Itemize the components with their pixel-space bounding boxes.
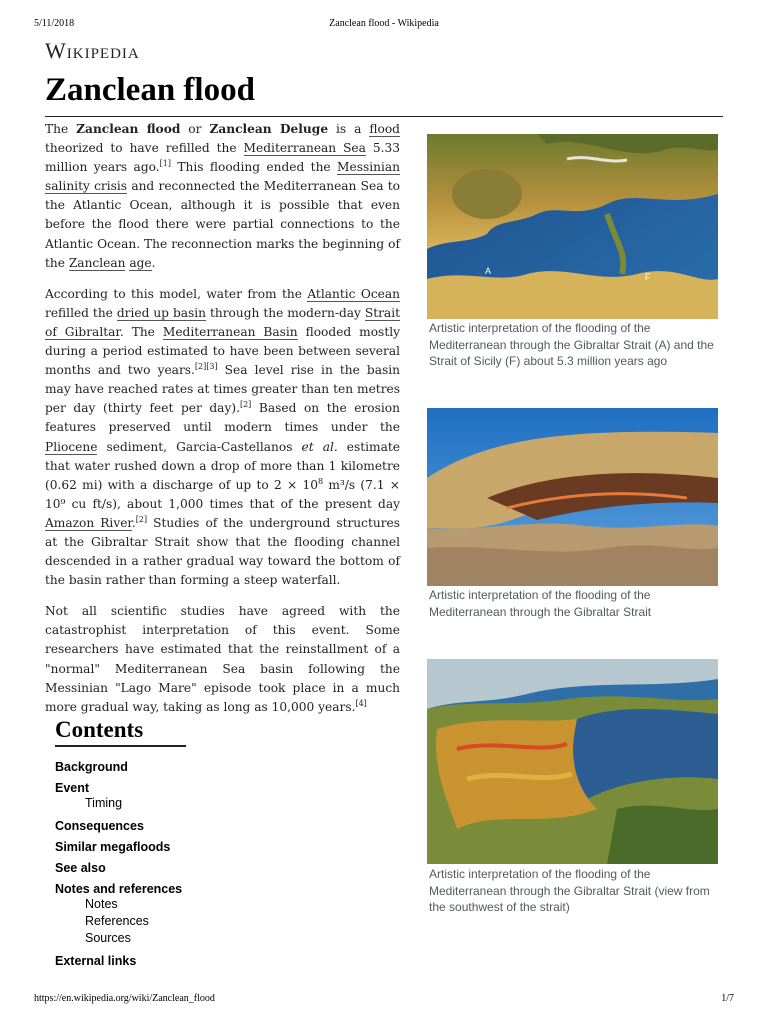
figure-strait-flood-view[interactable] [427,408,718,586]
citation-2[interactable]: [2] [239,400,252,410]
article-body [45,120,400,729]
page-title: Zanclean flood [45,72,255,108]
link-age[interactable]: age [129,255,152,270]
citation-4[interactable]: [4] [355,698,367,708]
model-paragraph: According to this model, water from the Atlantic Ocean refilled the dried up basin through the modern-day Strait of Gibraltar. The Mediterranean Basin flooded mostly during a period estimated to have been between several months and two years.[2][3] Sea level rise in the basin may have reached rates at times greater than ten metres per day (thirty feet per day).[2] Based on the erosion features preserved until modern times under the Pliocene sediment, Garcia-Castellanos et al. estimate that water rushed down a drop of more than 1 kilometre (0.62 mi) with a discharge of up to $2 \times 10^8$ m³/s (7.1 × 10⁹ cu ft/s), about 1,000 times that of the present day Amazon River.[2] Studies of the underground structures at the Gibraltar Strait show that the flooding channel descended in a rather gradual way toward the bottom of the basin rather than forming a steep waterfall. [45,286,401,588]
citation-1[interactable]: [1] [159,159,171,169]
toc-item-sources[interactable]: Sources [85,931,131,945]
citation-2[interactable]: [2] [194,362,207,372]
link-pliocene[interactable]: Pliocene [45,439,98,454]
link-messinian-salinity-crisis[interactable]: Messinian salinity crisis [45,160,400,194]
link-dried-up-basin[interactable]: dried up basin [116,305,207,320]
toc-item-external-links[interactable]: External links [55,954,137,968]
marker-f: F [645,272,651,282]
figure-map-mediterranean[interactable] [427,134,718,319]
figure-southwest-view[interactable] [427,659,718,864]
citation-3[interactable]: [3] [206,362,218,372]
toc-item-event[interactable]: Event [55,781,90,795]
toc-item-timing[interactable]: Timing [85,796,123,810]
figure-caption: Artistic interpretation of the flooding of the Mediterranean through the Gibraltar Strait (A) and the Strait of Sicily (F) about 5.3 million years ago [429,321,714,368]
toc-item-references[interactable]: References [85,914,149,928]
toc-item-see-also[interactable]: See also [55,861,106,875]
link-mediterranean-basin[interactable]: Mediterranean Basin [162,324,298,339]
link-strait-of-gibraltar[interactable]: Strait of Gibraltar [45,305,400,339]
link-zanclean[interactable]: Zanclean [68,255,126,270]
citation-2[interactable]: [2] [135,514,148,524]
toc-item-similar-megafloods[interactable]: Similar megafloods [55,840,171,854]
table-of-contents [55,716,275,972]
gradual-paragraph: Not all scientific studies have agreed with the catastrophist interpretation of this event. Some researchers have estimated that the reinstallment of a "normal" Mediterranean Sea basin following the Messinian "Lago Mare" episode took place in a much more gradual way, taking as long as 10,000 years.[4] [45,604,400,714]
figure-caption: Artistic interpretation of the flooding of the Mediterranean through the Gibraltar Strait (view from the southwest of the strait) [429,867,710,914]
figure-caption: Artistic interpretation of the flooding of the Mediterranean through the Gibraltar Strait [429,588,652,619]
toc-item-notes[interactable]: Notes [85,897,118,911]
link-mediterranean-sea[interactable]: Mediterranean Sea [243,141,366,156]
print-page-number: 1/7 [721,993,734,1004]
toc-list [55,757,275,972]
print-header-title: Zanclean flood - Wikipedia [329,18,439,29]
toc-item-background[interactable]: Background [55,760,128,774]
toc-sublist [55,896,275,947]
toc-item-consequences[interactable]: Consequences [55,819,144,833]
et-al: et al. [301,439,338,454]
bold-term: Zanclean flood [76,122,181,136]
intro-paragraph: The Zanclean flood or Zanclean Deluge is a flood theorized to have refilled the Mediterranean Sea 5.33 million years ago.[1] This flooding ended the Messinian salinity crisis and reconnected the Mediterranean Sea to the Atlantic Ocean, although it is possible that even before the flood there were partial connections to the Atlantic Ocean. The reconnection marks the beginning of the Zanclean age. [45,122,400,270]
wikipedia-wordmark[interactable]: Wikipedia [45,38,140,63]
toc-item-notes-and-references[interactable]: Notes and references [55,882,183,896]
toc-sublist [55,795,275,812]
link-atlantic-ocean[interactable]: Atlantic Ocean [307,286,400,301]
print-footer-url: https://en.wikipedia.org/wiki/Zanclean_flood [34,993,215,1004]
exponent: 8 [317,476,324,486]
bold-term: Zanclean Deluge [209,122,329,136]
link-flood[interactable]: flood [369,122,400,136]
link-amazon-river[interactable]: Amazon River [45,515,132,530]
title-divider [45,116,723,117]
toc-heading: Contents [55,716,186,747]
marker-a: A [485,266,492,276]
print-date: 5/11/2018 [34,18,75,29]
